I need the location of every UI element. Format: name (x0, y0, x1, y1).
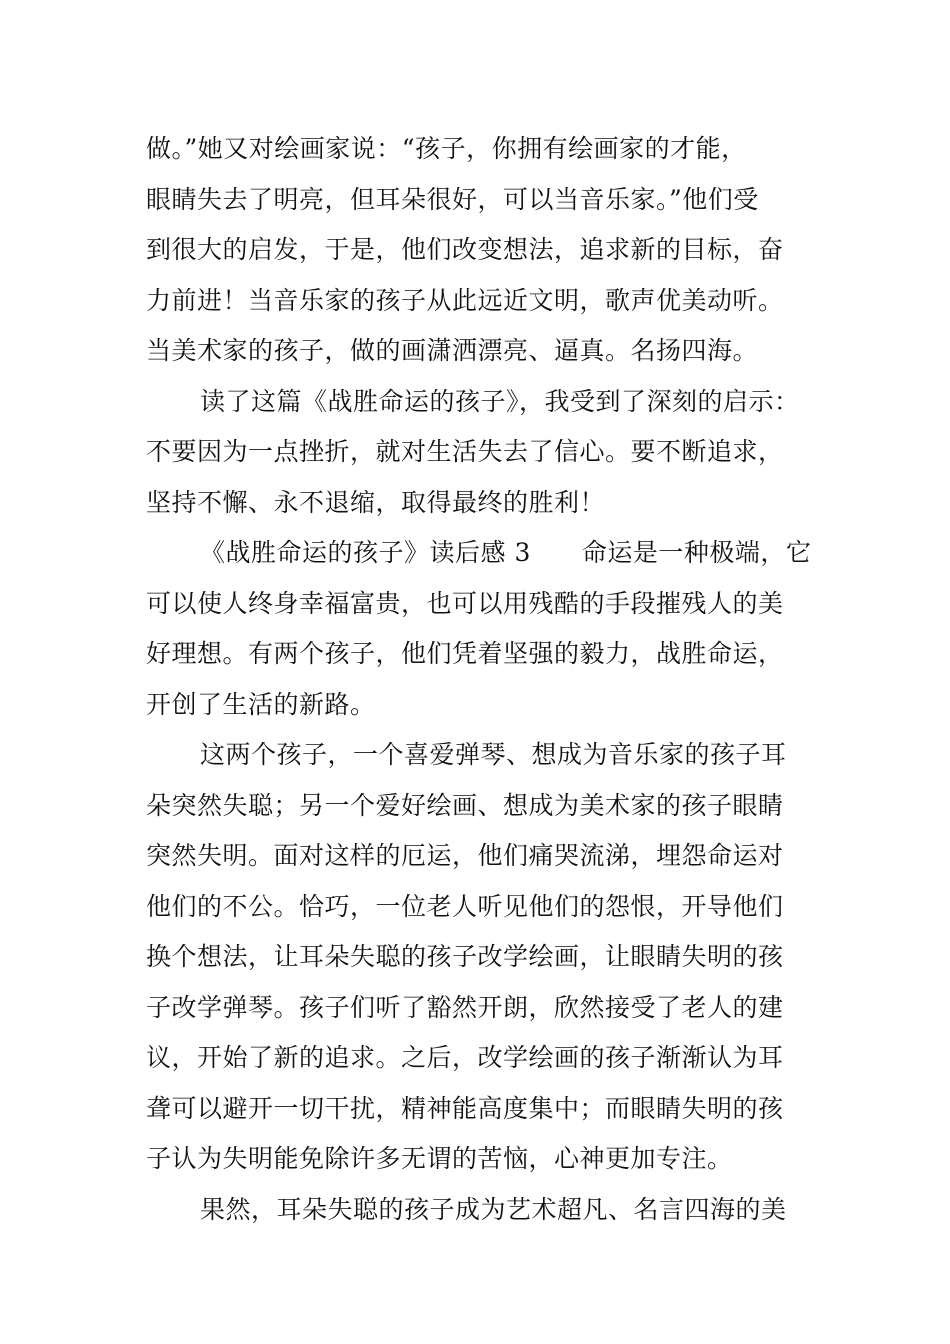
text-line: 当美术家的孩子，做的画潇洒漂亮、逼真。名扬四海。 (146, 336, 759, 365)
text-line: 子认为失明能免除许多无谓的苦恼，心神更加专注。 (146, 1144, 733, 1173)
text-line: 议，开始了新的追求。之后，改学绘画的孩子渐渐认为耳 (146, 1043, 784, 1072)
paragraph-first-line: 这两个孩子，一个喜爱弹琴、想成为音乐家的孩子耳 (200, 740, 787, 769)
text-line: 子改学弹琴。孩子们听了豁然开朗，欣然接受了老人的建 (146, 992, 784, 1022)
text-line: 做。”她又对绘画家说：“孩子，你拥有绘画家的才能， (146, 134, 747, 163)
text-line: 坚持不懈、永不退缩，取得最终的胜利！ (146, 487, 606, 517)
text-line: 聋可以避开一切干扰，精神能高度集中；而眼睛失明的孩 (146, 1093, 784, 1123)
text-line: 力前进！当音乐家的孩子从此远近文明，歌声优美动听。 (146, 285, 784, 315)
text-line: 他们的不公。恰巧，一位老人听见他们的怨恨，开导他们 (146, 891, 784, 921)
text-line: 突然失明。面对这样的厄运，他们痛哭流涕，埋怨命运对 (146, 841, 784, 870)
text-line: 到很大的启发，于是，他们改变想法，追求新的目标，奋 (146, 235, 784, 264)
section-heading-line: 《战胜命运的孩子》读后感 3 命运是一种极端，它 (200, 538, 812, 567)
text-line: 不要因为一点挫折，就对生活失去了信心。要不断追求， (146, 437, 784, 466)
text-line: 眼睛失去了明亮，但耳朵很好，可以当音乐家。”他们受 (146, 184, 759, 214)
text-line: 可以使人终身幸福富贵，也可以用残酷的手段摧残人的美 (146, 588, 784, 618)
paragraph-first-line: 读了这篇《战胜命运的孩子》，我受到了深刻的启示： (200, 386, 800, 416)
text-line: 朵突然失聪；另一个爱好绘画、想成为美术家的孩子眼睛 (146, 790, 784, 820)
text-line: 好理想。有两个孩子，他们凭着坚强的毅力，战胜命运， (146, 639, 784, 668)
paragraph-first-line: 果然，耳朵失聪的孩子成为艺术超凡、名言四海的美 (200, 1194, 787, 1224)
text-line: 换个想法，让耳朵失聪的孩子改学绘画，让眼睛失明的孩 (146, 942, 784, 971)
document-body (146, 124, 818, 1235)
text-line: 开创了生活的新路。 (146, 689, 376, 719)
